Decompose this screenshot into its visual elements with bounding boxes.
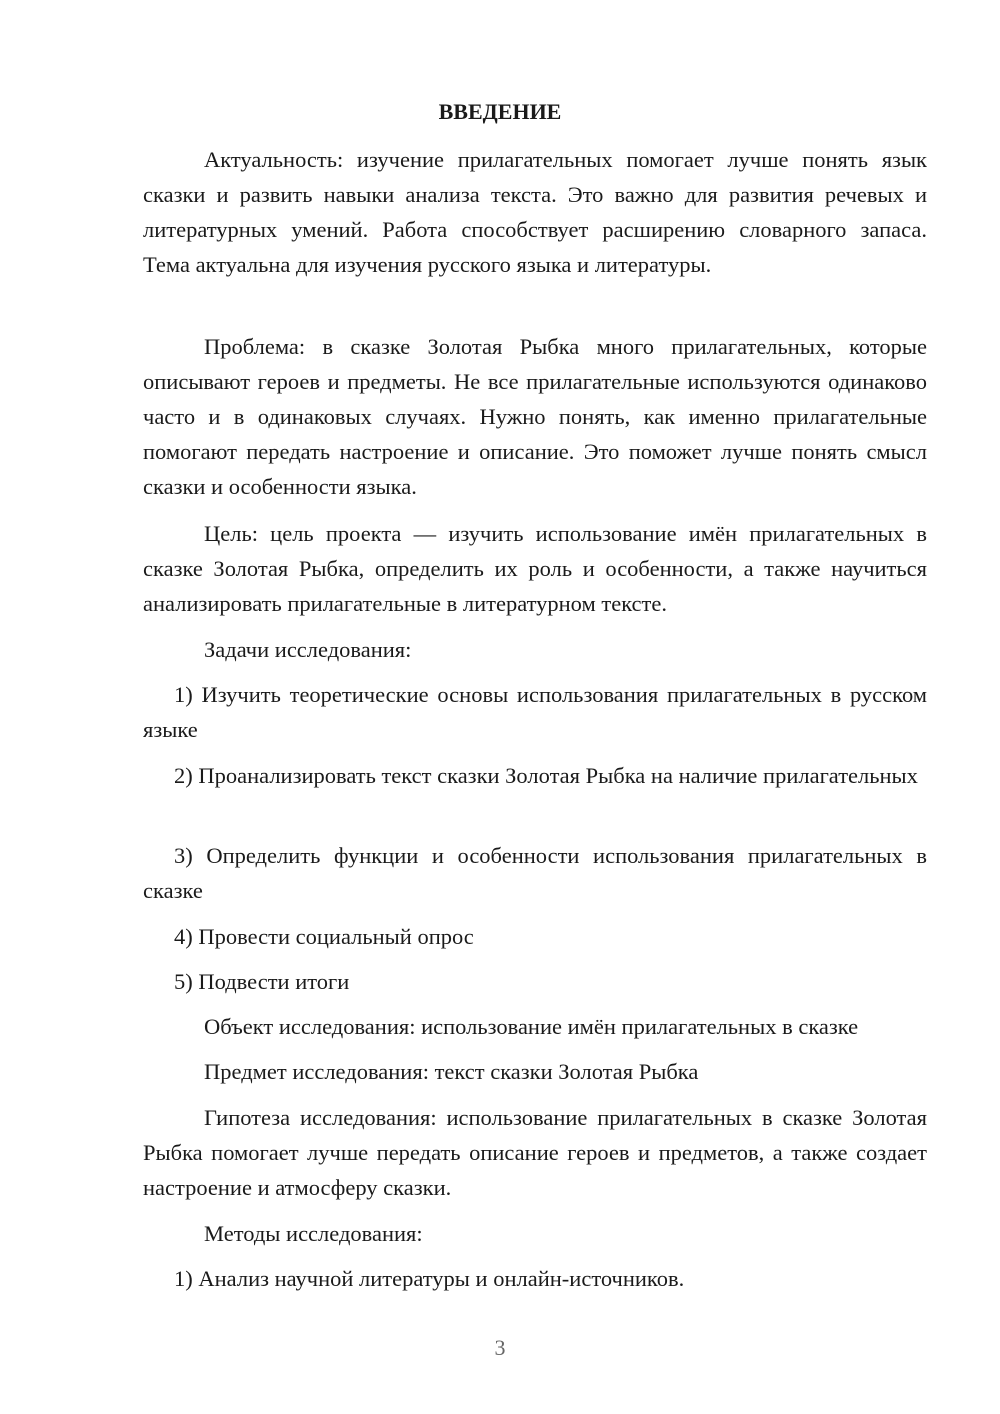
research-subject: Предмет исследования: текст сказки Золотая Рыбка	[204, 1059, 699, 1084]
method-item-1: 1) Анализ научной литературы и онлайн-источников.	[174, 1266, 685, 1291]
problem-paragraph: Проблема: в сказке Золотая Рыбка много прилагательных, которые описывают героев и предметы. Не все прилагательные используются одинаково часто и в одинаковых случаях. Нужно понять, как именно прилагательные помогают передать настроение и описание. Это поможет лучше понять смысл сказки и особенности языка.	[143, 334, 927, 499]
page-number: 3	[494, 1335, 506, 1360]
task-item-2: 2) Проанализировать текст сказки Золотая Рыбка на наличие прилагательных	[174, 763, 918, 788]
relevance-paragraph: Актуальность: изучение прилагательных помогает лучше понять язык сказки и развить навыки анализа текста. Это важно для развития речевых и литературных умений. Работа способствует расширению словарного запаса. Тема актуальна для изучения русского языка и литературы.	[143, 147, 927, 277]
tasks-heading: Задачи исследования:	[204, 637, 412, 662]
task-item-5: 5) Подвести итоги	[174, 969, 350, 994]
methods-heading: Методы исследования:	[204, 1221, 423, 1246]
task-item-4: 4) Провести социальный опрос	[174, 924, 474, 949]
goal-paragraph: Цель: цель проекта — изучить использование имён прилагательных в сказке Золотая Рыбка, определить их роль и особенности, а также научиться анализировать прилагательные в литературном тексте.	[143, 521, 927, 616]
section-title: ВВЕДЕНИЕ	[438, 99, 562, 124]
research-object: Объект исследования: использование имён прилагательных в сказке	[204, 1014, 859, 1039]
task-item-3: 3) Определить функции и особенности использования прилагательных в сказке	[143, 843, 927, 903]
hypothesis-paragraph: Гипотеза исследования: использование прилагательных в сказке Золотая Рыбка помогает лучше передать описание героев и предметов, а также создает настроение и атмосферу сказки.	[143, 1105, 927, 1200]
task-item-1: 1) Изучить теоретические основы использования прилагательных в русском языке	[143, 682, 927, 742]
